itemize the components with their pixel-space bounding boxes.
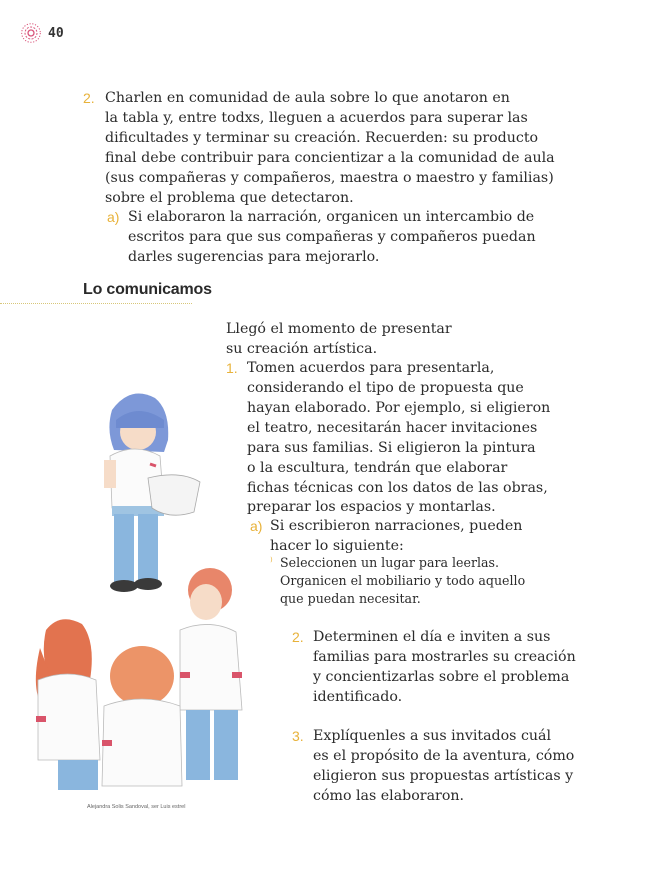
text-line: Tomen acuerdos para presentarla, <box>247 360 495 376</box>
text-line: hayan elaborado. Por ejemplo, si eligieron <box>247 400 551 416</box>
illustration-credit: Alejandra Solis Sandoval, ser Luis estrel <box>87 804 186 810</box>
text-line: final debe contribuir para concientizar a la comunidad de aula <box>105 150 555 166</box>
text-line: cómo las elaboraron. <box>313 788 465 804</box>
text-line: sobre el problema que detectaron. <box>105 190 354 206</box>
text-line: Determinen el día e inviten a sus <box>313 629 551 645</box>
bullet-text-line: Seleccionen un lugar para leerlas. <box>280 555 499 570</box>
boy-standing-figure <box>180 568 242 780</box>
sub-item-label: a) <box>107 209 120 225</box>
list-number: 1. <box>226 360 238 376</box>
page-number: 40 <box>48 25 64 41</box>
text-line: para sus familias. Si eligieron la pintura <box>247 440 536 456</box>
list-number: 2. <box>83 90 95 106</box>
text-line: Explíquenles a sus invitados cuál <box>313 728 552 744</box>
text-line: es el propósito de la aventura, cómo <box>313 748 575 764</box>
list-number: 3. <box>292 728 304 744</box>
girl-with-hat-figure <box>104 394 200 592</box>
text-line: Charlen en comunidad de aula sobre lo que anotaron en <box>105 90 510 106</box>
bullet-text-line: que puedan necesitar. <box>280 591 421 606</box>
text-line: identificado. <box>313 689 403 705</box>
sub-item-label: a) <box>250 518 263 534</box>
text-line: o la escultura, tendrán que elaborar <box>247 460 508 476</box>
text-line: escritos para que sus compañeras y compañeros puedan <box>128 229 536 245</box>
text-line: Si escribieron narraciones, pueden <box>270 518 523 534</box>
child-back-view-figure <box>102 646 182 786</box>
text-line: considerando el tipo de propuesta que <box>247 380 524 396</box>
text-line: preparar los espacios y montarlas. <box>247 499 496 515</box>
text-line: fichas técnicas con los datos de las obras, <box>247 480 548 496</box>
section-title: Lo comunicamos <box>83 281 212 298</box>
text-line: dificultades y terminar su creación. Recuerden: su producto <box>105 130 539 146</box>
text-line: la tabla y, entre todxs, lleguen a acuerdos para superar las <box>105 110 528 126</box>
sun-ornament-icon <box>20 22 42 44</box>
page-header <box>20 22 64 44</box>
list-number: 2. <box>292 629 304 645</box>
text-line: y concientizarlas sobre el problema <box>313 669 570 685</box>
text-line: eligieron sus propuestas artísticas y <box>313 768 574 784</box>
text-line: (sus compañeras y compañeros, maestra o maestro y familias) <box>105 170 554 186</box>
text-line: familias para mostrarles su creación <box>313 649 576 665</box>
text-line: Si elaboraron la narración, organicen un intercambio de <box>128 209 535 225</box>
children-illustration <box>30 380 263 800</box>
text-line: darles sugerencias para mejorarlo. <box>128 249 380 265</box>
text-line: el teatro, necesitarán hacer invitaciones <box>247 420 538 436</box>
text-line: hacer lo siguiente: <box>270 538 404 554</box>
bullet-text-line: Organicen el mobiliario y todo aquello <box>280 573 526 588</box>
section-divider <box>0 303 192 304</box>
ponytail-girl-figure <box>36 619 100 790</box>
intro-line: su creación artística. <box>226 341 378 357</box>
bullet-icon: ⁾ <box>270 556 273 568</box>
intro-line: Llegó el momento de presentar <box>226 321 452 337</box>
